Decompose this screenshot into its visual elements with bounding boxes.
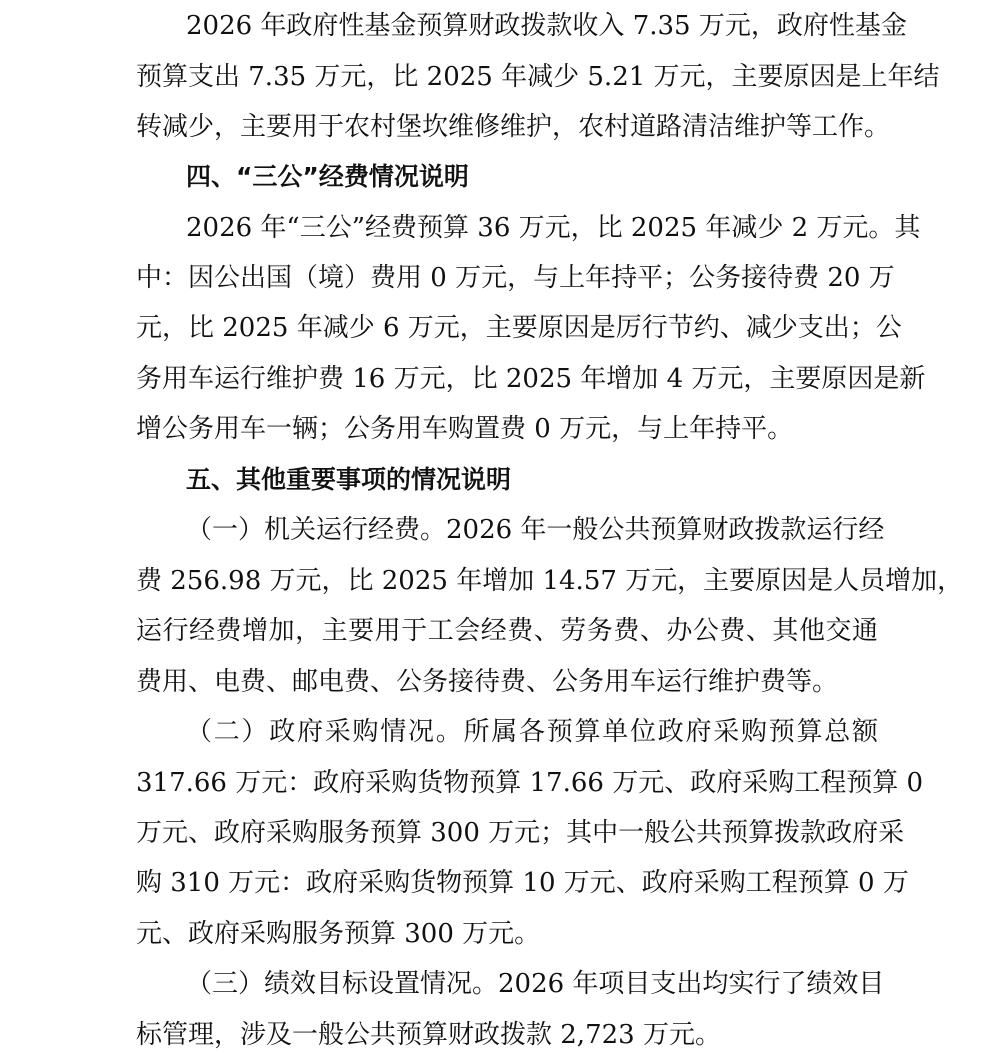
paragraph-three-public-line-1: 2026 年“三公”经费预算 36 万元，比 2025 年减少 2 万元。其 — [186, 213, 921, 243]
paragraph-government-fund-line-1: 2026 年政府性基金预算财政拨款收入 7.35 万元，政府性基金 — [186, 11, 907, 41]
section-heading-other-matters: 五、其他重要事项的情况说明 — [186, 465, 512, 494]
paragraph-three-public-line-5: 增公务用车一辆；公务用车购置费 0 万元，与上年持平。 — [136, 414, 794, 444]
paragraph-operating-expenses-line-1: （一）机关运行经费。2026 年一般公共预算财政拨款运行经 — [186, 515, 885, 545]
paragraph-government-fund-line-3: 转减少，主要用于农村堡坎维修维护，农村道路清洁维护等工作。 — [136, 112, 891, 142]
paragraph-operating-expenses-line-4: 费用、电费、邮电费、公务接待费、公务用车运行维护费等。 — [136, 667, 839, 697]
paragraph-performance-line-2: 标管理，涉及一般公共预算财政拨款 2,723 万元。 — [136, 1020, 721, 1050]
paragraph-operating-expenses-line-2: 费 256.98 万元，比 2025 年增加 14.57 万元，主要原因是人员增加， — [136, 566, 964, 596]
paragraph-performance-line-1: （三）绩效目标设置情况。2026 年项目支出均实行了绩效目 — [186, 969, 885, 999]
paragraph-operating-expenses-line-3: 运行经费增加，主要用于工会经费、劳务费、办公费、其他交通 — [136, 616, 878, 646]
paragraph-procurement-line-4: 购 310 万元：政府采购货物预算 10 万元、政府采购工程预算 0 万 — [136, 868, 909, 898]
paragraph-procurement-line-2: 317.66 万元：政府采购货物预算 17.66 万元、政府采购工程预算 0 — [136, 768, 924, 798]
paragraph-procurement-line-1: （二）政府采购情况。所属各预算单位政府采购预算总额 — [186, 717, 878, 747]
paragraph-three-public-line-4: 务用车运行维护费 16 万元，比 2025 年增加 4 万元，主要原因是新 — [136, 364, 926, 394]
paragraph-procurement-line-3: 万元、政府采购服务预算 300 万元；其中一般公共预算拨款政府采 — [136, 818, 905, 848]
section-heading-three-public-expenses: 四、“三公”经费情况说明 — [186, 162, 469, 191]
paragraph-three-public-line-2: 中：因公出国（境）费用 0 万元，与上年持平；公务接待费 20 万 — [136, 263, 895, 293]
paragraph-government-fund-line-2: 预算支出 7.35 万元，比 2025 年减少 5.21 万元，主要原因是上年结 — [136, 62, 940, 92]
paragraph-procurement-line-5: 元、政府采购服务预算 300 万元。 — [136, 919, 541, 949]
paragraph-three-public-line-3: 元，比 2025 年减少 6 万元，主要原因是厉行节约、减少支出；公 — [136, 313, 902, 343]
